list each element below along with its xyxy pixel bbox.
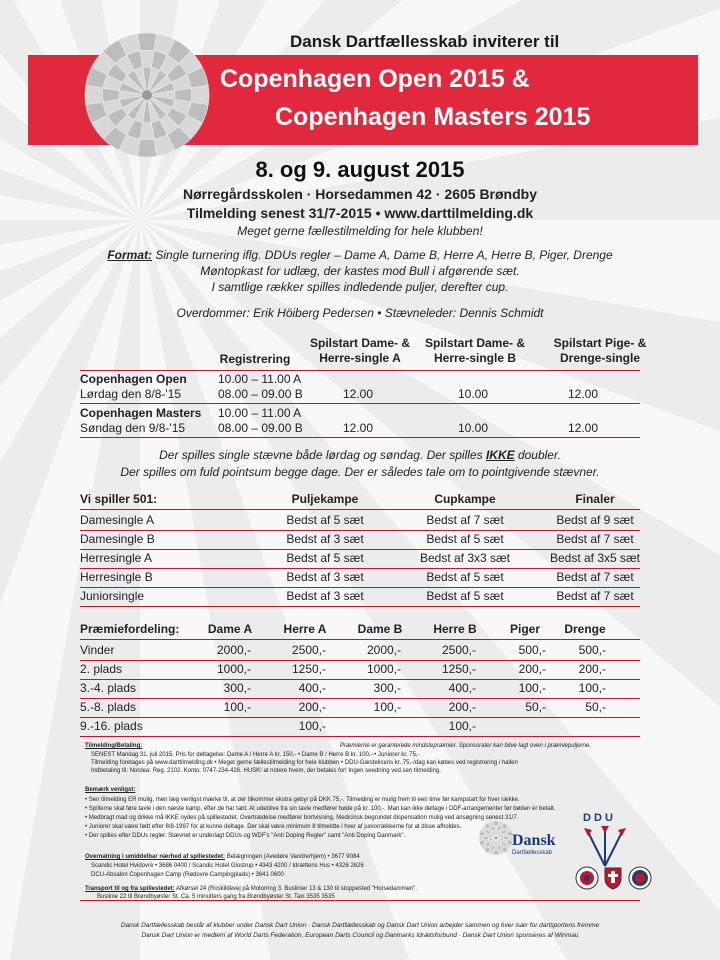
games-cell: Bedst af 5 sæt — [426, 532, 504, 546]
games-cell: Bedst af 7 sæt — [556, 532, 634, 546]
prizes-placement: Vinder — [80, 643, 115, 657]
club-crest-icon-3 — [628, 866, 652, 890]
schedule-rule — [80, 370, 640, 371]
games-rule — [80, 509, 640, 510]
footer-line-2: Dansk Dart Union er medlem af World Darts Federation, European Darts Council og Danmarks Idrætsforbund · Dansk Dart Union sponseres af Winmau — [141, 932, 579, 939]
games-category: Herresingle B — [80, 570, 153, 584]
prizes-rule — [80, 698, 640, 699]
note-text-a: Der spilles single stævne både lørdag og søndag. Der spilles — [159, 448, 486, 462]
games-rule — [80, 568, 640, 569]
format-line-2: Møntopkast for udlæg, der kastes mod Bull i afgørende sæt. — [200, 264, 520, 278]
notice-item: • Spillerne skal føre tavle i den næste kamp, efter de har tabt. At udeblive fra sin tavle medfører bøde på kr. 100,-. Man kan ikke deltage i DDF-arrangementer før bøden er betalt. — [85, 806, 556, 812]
schedule-event-name: Copenhagen Open — [80, 372, 187, 386]
dansk-logo-subtext: Dartfællesskab — [512, 850, 553, 856]
payment-line: Tilmelding foretages på www.darttilmelding.dk • Meget gerne fællestilmelding for hele klubben • DDU-Gæstelicens kr. 75,-/dag kan købes ved registrering i hallen — [91, 760, 518, 766]
schedule-header-line: Registrering — [219, 352, 291, 366]
prizes-rule — [80, 639, 640, 640]
prizes-amount: 200,- — [578, 662, 606, 676]
schedule-event-day: Søndag den 9/8-'15 — [80, 421, 186, 435]
prizes-amount: 50,- — [525, 700, 546, 714]
note-text-c: doubler. — [514, 448, 561, 462]
payment-title: Tilmelding/Betaling: — [85, 743, 143, 749]
stay-line: Scandic Hotel Hvidovre • 3686 0400 / Scandic Hotel Glostrup • 4343 4200 / Idrættens Hus • 4326 2626 — [91, 863, 364, 869]
format-label: Format: — [107, 248, 153, 262]
prizes-placement: 9.-16. plads — [80, 719, 143, 733]
prizes-amount: 2000,- — [366, 643, 401, 657]
payment-line: Indbetaling til: Nordea: Reg. 2102. Konto: 0747-234-426. HUSK! at notere hvem, der betales for! Ingen seedning ved sen tilmelding. — [91, 768, 441, 774]
payment-line: SENEST Mandag 31. juli 2015. Pris for deltagelse: Dame A / Herre A kr. 150,- • Dame B / Herre B kr. 100,- • Juniorer kr. 75,- — [91, 752, 420, 758]
prizes-amount: 500,- — [518, 643, 546, 657]
transport-title: Transport til og fra spillestedet: — [85, 886, 175, 892]
games-category: Damesingle B — [80, 532, 155, 546]
games-cell: Bedst af 7 sæt — [556, 570, 634, 584]
schedule-start-b: 10.00 — [458, 421, 489, 435]
schedule-registration: 10.00 – 11.00 A — [218, 372, 302, 386]
games-rule — [80, 606, 640, 607]
prizes-placement: 5.-8. plads — [80, 700, 137, 714]
schedule-header — [410, 336, 540, 366]
note-line-2: Der spilles om fuld pointsum begge dage. Der er således tale om to pointgivende stævner. — [120, 465, 600, 479]
club-crest-icon-1 — [575, 866, 599, 890]
prizes-header: Herre A — [283, 622, 327, 636]
prizes-amount: 300,- — [223, 681, 251, 695]
schedule-event-name: Copenhagen Masters — [80, 406, 202, 420]
prizes-amount: 1250,- — [291, 662, 326, 676]
schedule-registration: 08.00 – 09.00 B — [218, 421, 303, 435]
note-line-1 — [0, 448, 720, 462]
schedule-registration: 10.00 – 11.00 A — [218, 406, 302, 420]
prizes-amount: 200,- — [518, 662, 546, 676]
schedule-header — [540, 336, 660, 366]
schedule-header — [300, 336, 420, 366]
prizes-header: Præmiefordeling: — [80, 622, 180, 636]
games-cell: Bedst af 7 sæt — [426, 513, 504, 527]
dartboard-icon — [82, 30, 212, 160]
prizes-rule — [80, 736, 640, 737]
format-line-3: I samtlige rækker spilles indledende puljer, derefter cup. — [211, 280, 509, 294]
games-cell: Bedst af 5 sæt — [286, 513, 364, 527]
notice-item: • Juniorer skal være født efter 8/8-1997 for at kunne deltage. Der skal være minimum 8 tilmeldte i hver af juniorrækkerne for at disse afholdes. — [85, 824, 462, 830]
prizes-amount: 100,- — [448, 719, 476, 733]
prizes-amount: 1000,- — [216, 662, 251, 676]
prizes-amount: 2000,- — [216, 643, 251, 657]
games-category: Juniorsingle — [80, 589, 145, 603]
games-cell: Bedst af 3 sæt — [286, 532, 364, 546]
notice-item: • Der spilles efter DDUs regler. Stævnet er underlagt DDUs og WDF's "Anti Doping Regler" samt "Anti Doping Danmark". — [85, 833, 406, 839]
event-venue: Nørregårdsskolen · Horsedammen 42 · 2605 Brøndby — [182, 186, 537, 202]
games-cell: Bedst af 5 sæt — [286, 551, 364, 565]
games-header: Vi spiller 501: — [80, 492, 158, 506]
stay-line: DCU-Absalon Copenhagen Camp (Rødovre Campingplads) • 3641 0600 — [91, 872, 284, 878]
title-line-2: Copenhagen Masters 2015 — [275, 103, 591, 131]
schedule-header-line: Spilstart Dame- & — [309, 336, 411, 350]
prizes-amount: 1250,- — [441, 662, 476, 676]
games-cell: Bedst af 3 sæt — [286, 589, 364, 603]
games-header: Puljekampe — [291, 492, 359, 506]
prizes-amount: 2500,- — [441, 643, 476, 657]
schedule-rule — [80, 403, 640, 404]
schedule-rule — [80, 437, 640, 438]
games-cell: Bedst af 3 sæt — [286, 570, 364, 584]
prizes-header: Dame A — [207, 622, 253, 636]
officials-text: Overdommer: Erik Höiberg Pedersen • Stævneleder: Dennis Schmidt — [176, 306, 544, 320]
games-cell: Bedst af 3x5 sæt — [549, 551, 641, 565]
prizes-amount: 100,- — [223, 700, 251, 714]
prizes-header: Drenge — [564, 622, 606, 636]
games-cell: Bedst af 5 sæt — [426, 589, 504, 603]
schedule-start-b: 10.00 — [458, 387, 489, 401]
schedule-header-line: Herre-single B — [433, 351, 517, 365]
prizes-amount: 100,- — [373, 700, 401, 714]
format-text: Single turnering iflg. DDUs regler – Dame A, Dame B, Herre A, Herre B, Piger, Drenge — [152, 248, 613, 262]
prizes-rule — [80, 717, 640, 718]
schedule-header-line: Spilstart Dame- & — [424, 336, 526, 350]
games-rule — [80, 587, 640, 588]
schedule-start-c: 12.00 — [568, 421, 599, 435]
schedule-start-c: 12.00 — [568, 387, 599, 401]
signup-deadline: Tilmelding senest 31/7-2015 • www.darttilmelding.dk — [186, 205, 534, 221]
games-header: Cupkampe — [434, 492, 496, 506]
games-category: Damesingle A — [80, 513, 155, 527]
prizes-header: Piger — [509, 622, 540, 636]
stay-line — [85, 853, 360, 861]
guarantee-text: Præmierne er garanterede mindstepræmier. Sponsorater kan blive lagt oven i præmiepuljerne. — [340, 743, 591, 749]
notice-item: • Medbragt mad og drikke må IKKE nydes på spillestedet. Overtrædelse medfører bortvisning. Medicinsk begrundet dispensation mulig ved ansøgning senest 31/7. — [85, 815, 519, 821]
prizes-amount: 300,- — [373, 681, 401, 695]
prizes-amount: 100,- — [298, 719, 326, 733]
dansk-dartboard-logo-icon — [478, 820, 514, 856]
transport-text: Afkørsel 24 (Roskildevej på Motorring 3. Buslinier 13 & 130 til stoppested "Horsedammen". — [174, 886, 418, 892]
dansk-logo-text: Dansk — [512, 832, 556, 849]
prizes-amount: 100,- — [518, 681, 546, 695]
ddu-logo-text: D D U — [583, 812, 613, 824]
footer-rule — [80, 900, 640, 901]
stay-title: Overnatning i umiddelbar nærhed af spillestedet: — [85, 854, 226, 860]
inviter-text: Dansk Dartfællesskab inviterer til — [290, 32, 560, 51]
games-header: Finaler — [575, 492, 615, 506]
schedule-start-a: 12.00 — [343, 421, 374, 435]
prizes-amount: 100,- — [578, 681, 606, 695]
dartboard-bull — [142, 90, 152, 100]
games-cell: Bedst af 5 sæt — [426, 570, 504, 584]
prizes-placement: 3.-4. plads — [80, 681, 137, 695]
prizes-amount: 400,- — [298, 681, 326, 695]
notice-title: Bemærk venligst: — [85, 787, 136, 793]
schedule-registration: 08.00 – 09.00 B — [218, 387, 303, 401]
prizes-placement: 2. plads — [80, 662, 123, 676]
prizes-amount: 200,- — [298, 700, 326, 714]
schedule-start-a: 12.00 — [343, 387, 374, 401]
prizes-amount: 200,- — [448, 700, 476, 714]
schedule-header-line: Spilstart Pige- & — [553, 336, 647, 350]
games-cell: Bedst af 7 sæt — [556, 589, 634, 603]
schedule-header-line: Herre-single A — [319, 351, 401, 365]
games-rule — [80, 549, 640, 550]
prizes-rule — [80, 660, 640, 661]
note-text-emphasis: IKKE — [485, 448, 515, 462]
schedule-event-day: Lørdag den 8/8-'15 — [80, 387, 182, 401]
prizes-amount: 1000,- — [366, 662, 401, 676]
prizes-header: Dame B — [357, 622, 403, 636]
transport-line: Buslinie 22 til Brøndbyøster St. Ca. 5 minutters gang fra Brøndbyøster St. Taxi 3535 3535 — [97, 894, 335, 900]
dartboard-bull — [495, 837, 498, 840]
footer-line-1: Dansk Dartfællesskab består af klubber under Dansk Dart Union · Dansk Dartfællesskab og Dansk Dart Union arbejder sammen og hver især for dartsportens fremme — [120, 922, 600, 929]
prizes-amount: 50,- — [585, 700, 606, 714]
prizes-amount: 2500,- — [291, 643, 326, 657]
club-crest-icon-2 — [603, 866, 623, 890]
transport-line — [85, 885, 417, 893]
event-date: 8. og 9. august 2015 — [255, 157, 465, 182]
darts-icon — [580, 826, 630, 868]
notice-item: • Sen tilmelding ER mulig, men læg venligst mærke til, at der tilkommer ekstra gebyr på DKK 75,-. Tilmelding er mulig frem til een time før kampstart for hver række. — [85, 797, 520, 803]
schedule-header-line: Drenge-single — [559, 351, 640, 365]
games-rule — [80, 530, 640, 531]
games-cell: Bedst af 3x3 sæt — [419, 551, 511, 565]
games-category: Herresingle A — [80, 551, 153, 565]
prizes-header: Herre B — [433, 622, 477, 636]
title-line-1: Copenhagen Open 2015 & — [220, 65, 530, 93]
format-line-1 — [0, 248, 720, 262]
prizes-amount: 400,- — [448, 681, 476, 695]
stay-text: Belægningen (Avedøre Vandrerhjem) • 3677 9084 — [225, 854, 360, 860]
games-cell: Bedst af 9 sæt — [556, 513, 634, 527]
prizes-amount: 500,- — [578, 643, 606, 657]
prizes-rule — [80, 679, 640, 680]
schedule-header — [210, 352, 300, 367]
encourage-text: Meget gerne fællestilmelding for hele klubben! — [237, 224, 483, 238]
